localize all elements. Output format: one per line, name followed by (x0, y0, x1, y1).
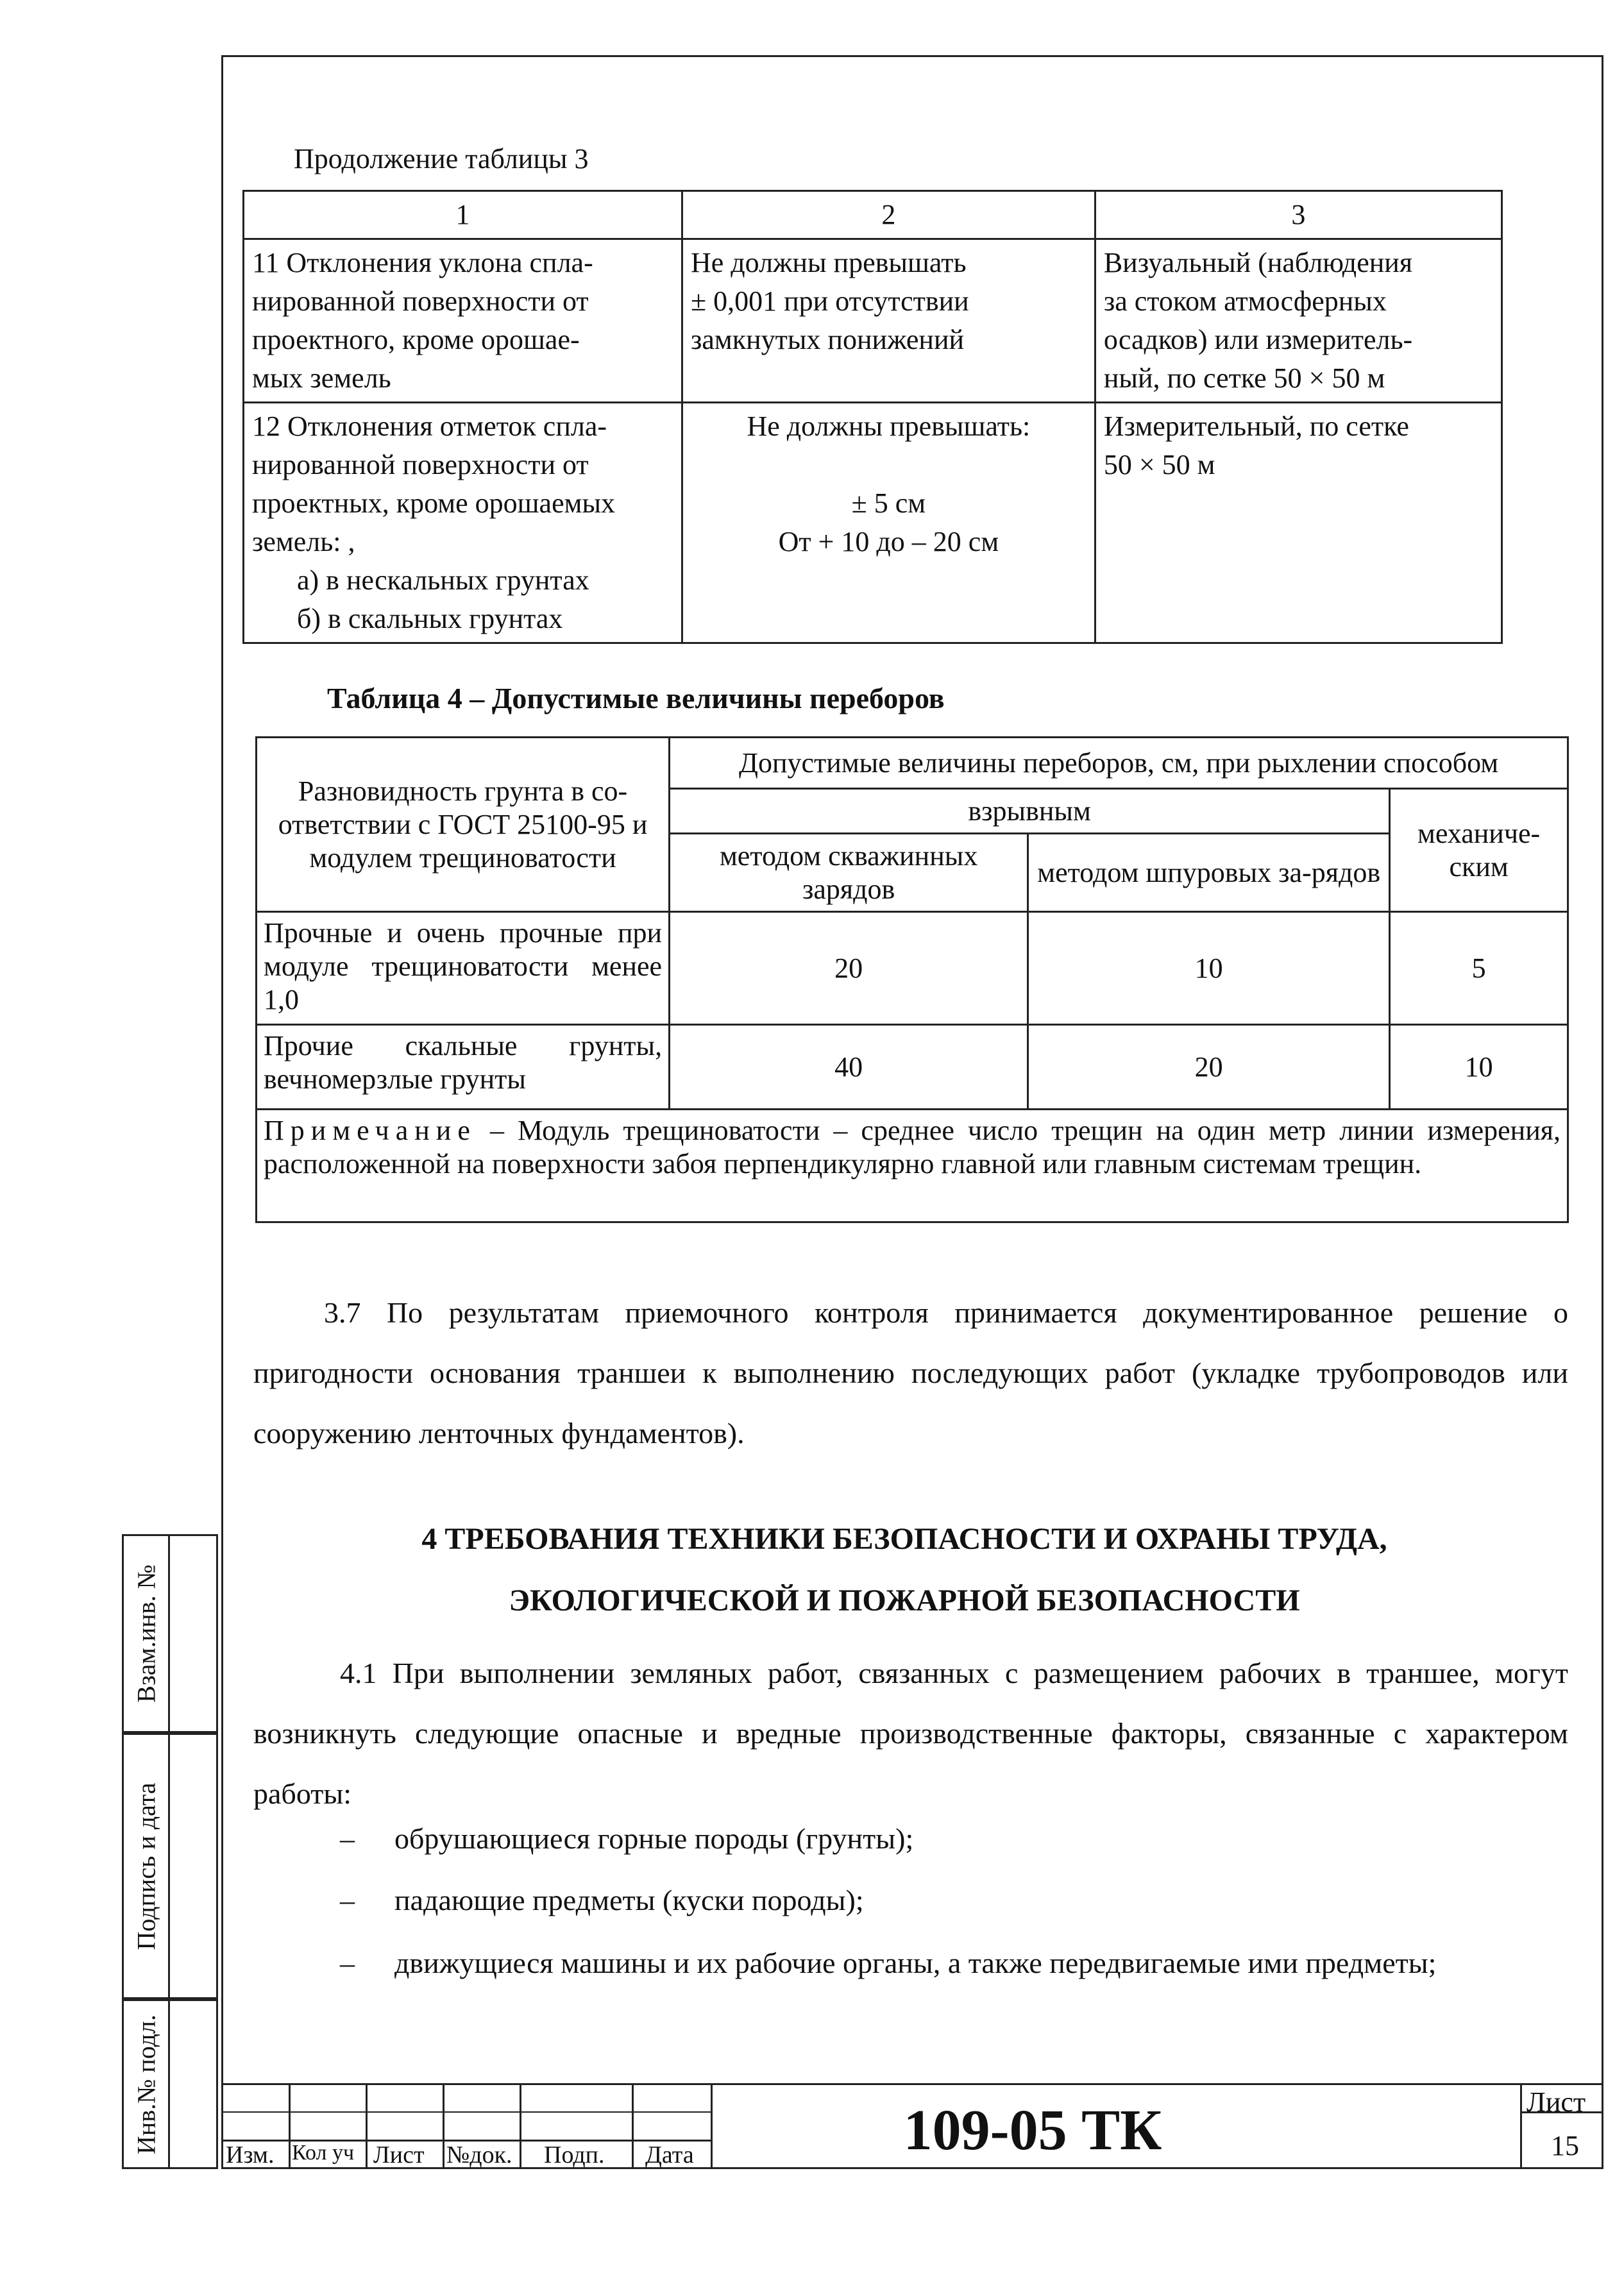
tb-line (221, 2111, 712, 2113)
table3-row11-requirement (682, 239, 1095, 403)
table4-row2-well: 40 (670, 1025, 1028, 1110)
tb-col-data: Дата (645, 2142, 694, 2168)
text-line: От + 10 до – 20 см (778, 526, 999, 557)
text-line: нированной поверхности от (252, 285, 589, 317)
list-item-text: падающие предметы (куски породы); (394, 1884, 864, 1916)
list-dash: – (340, 1884, 355, 1916)
table4-row2-mech: 10 (1390, 1025, 1568, 1110)
text-line: а) в нескальных грунтах (297, 564, 589, 596)
text-line: проектных, кроме орошаемых (252, 487, 616, 519)
text-line: проектного, кроме орошае- (252, 324, 580, 355)
tb-col-izm: Изм. (226, 2142, 275, 2168)
section4-heading-line1: 4 ТРЕБОВАНИЯ ТЕХНИКИ БЕЗОПАСНОСТИ И ОХРАНЫ ТРУДА, (421, 1522, 1387, 1556)
table3-row11-item (244, 239, 682, 403)
list-item-text: обрушающиеся горные породы (грунты); (394, 1822, 914, 1855)
stamp-vzam-label: Взам.инв. № (131, 1564, 160, 1703)
stamp-podpis-label: Подпись и дата (131, 1782, 160, 1950)
table3-row12-requirement (682, 403, 1095, 643)
table4 (255, 736, 1569, 1223)
table4-row1-well: 20 (670, 912, 1028, 1025)
table3-header-1: 1 (244, 191, 682, 239)
paragraph-3-7: 3.7 По результатам приемочного контроля принимается документированное решение о пригодности основания траншеи к выполнению последующих работ (укладке трубопроводов или сооружению ленточных фундаментов). (253, 1296, 1568, 1449)
stamp-inv-label: Инв.№ подл. (131, 2014, 160, 2154)
text-line: 11 Отклонения уклона спла- (252, 247, 593, 278)
table4-row2-hole: 20 (1028, 1025, 1390, 1110)
table4-header-mech: механиче-ским (1390, 789, 1568, 912)
text-line: б) в скальных грунтах (297, 603, 563, 634)
list-dash: – (340, 1822, 355, 1855)
table3-row12-item (244, 403, 682, 643)
sheet-label: Лист (1527, 2086, 1586, 2118)
list-item-text: движущиеся машины и их рабочие органы, а также передвигаемые ими предметы; (394, 1947, 1437, 1979)
table4-note-row (257, 1110, 1568, 1222)
table3 (242, 190, 1503, 644)
stamp-podpis (122, 1733, 218, 1999)
text-line: мых земель (252, 362, 391, 394)
text-line: Не должны превышать (690, 247, 967, 278)
text-line: Измерительный, по сетке (1103, 410, 1409, 442)
text-line: ± 5 см (851, 487, 926, 519)
table4-header-allowed: Допустимые величины переборов, см, при рыхлении способом (670, 738, 1568, 789)
text-line: земель: , (252, 526, 355, 557)
tb-vline (1520, 2083, 1522, 2169)
table4-note (257, 1110, 1568, 1222)
stamp-inv (122, 1999, 218, 2169)
tb-vline (632, 2083, 634, 2169)
table4-row1-soil: Прочные и очень прочные при модуле трещиноватости менее 1,0 (257, 912, 670, 1025)
table3-row11-method (1095, 239, 1501, 403)
table4-row1-hole: 10 (1028, 912, 1390, 1025)
table3-row-11 (244, 239, 1502, 403)
text-line: замкнутых понижений (690, 324, 965, 355)
tb-vline (366, 2083, 368, 2169)
text-line: за стоком атмосферных (1103, 285, 1387, 317)
stamp-vzam (122, 1534, 218, 1733)
table3-continuation-title: Продолжение таблицы 3 (294, 143, 589, 174)
tb-col-podp: Подп. (544, 2142, 605, 2168)
table4-row (257, 1025, 1568, 1110)
table3-row-12 (244, 403, 1502, 643)
table4-title: Таблица 4 – Допустимые величины переборов (327, 682, 945, 714)
document-number: 109-05 ТК (903, 2099, 1162, 2162)
table4-row2-soil: Прочие скальные грунты, вечномерзлые грунты (257, 1025, 670, 1110)
table4-header-hole: методом шпуровых за-рядов (1028, 834, 1390, 912)
tb-vline (520, 2083, 521, 2169)
table3-header-row (244, 191, 1502, 239)
text-line: осадков) или измеритель- (1103, 324, 1413, 355)
tb-vline (289, 2083, 291, 2169)
table3-row12-method (1095, 403, 1501, 643)
text-line: нированной поверхности от (252, 449, 589, 480)
text-line: ± 0,001 при отсутствии (690, 285, 969, 317)
table3-header-3: 3 (1095, 191, 1501, 239)
text-line: Визуальный (наблюдения (1103, 247, 1413, 278)
list-dash: – (340, 1947, 355, 1979)
text-line: ный, по сетке 50 × 50 м (1103, 362, 1385, 394)
table4-header-blast: взрывным (670, 789, 1390, 834)
tb-col-ndok: №док. (446, 2142, 512, 2168)
table4-note-label: Примечание (264, 1115, 477, 1146)
tb-line-top (221, 2083, 1603, 2085)
table4-row (257, 912, 1568, 1025)
table3-header-2: 2 (682, 191, 1095, 239)
table4-header-row-1 (257, 738, 1568, 789)
text-line: 12 Отклонения отметок спла- (252, 410, 607, 442)
section4-heading-line2: ЭКОЛОГИЧЕСКОЙ И ПОЖАРНОЙ БЕЗОПАСНОСТИ (509, 1584, 1300, 1618)
text-line: 50 × 50 м (1103, 449, 1215, 480)
text-line: Не должны превышать: (747, 410, 1031, 442)
table4-header-well: методом скважинных зарядов (670, 834, 1028, 912)
table4-row1-mech: 5 (1390, 912, 1568, 1025)
table4-header-soil: Разновидность грунта в со-ответствии с ГОСТ 25100-95 и модулем трещиноватости (257, 738, 670, 912)
sheet-number: 15 (1551, 2130, 1579, 2161)
tb-vline (443, 2083, 444, 2169)
paragraph-4-1: 4.1 При выполнении земляных работ, связанных с размещением рабочих в траншее, могут возникнуть следующие опасные и вредные производственные факторы, связанные с характером работы: (253, 1657, 1568, 1810)
tb-col-list: Лист (373, 2142, 425, 2168)
table4-note-text: – Модуль трещиноватости – среднее число трещин на один метр линии измерения, расположенной на поверхности забоя перпендикулярно главной или главным системам трещин. (264, 1115, 1561, 1179)
tb-col-kol: Кол уч (292, 2141, 355, 2165)
